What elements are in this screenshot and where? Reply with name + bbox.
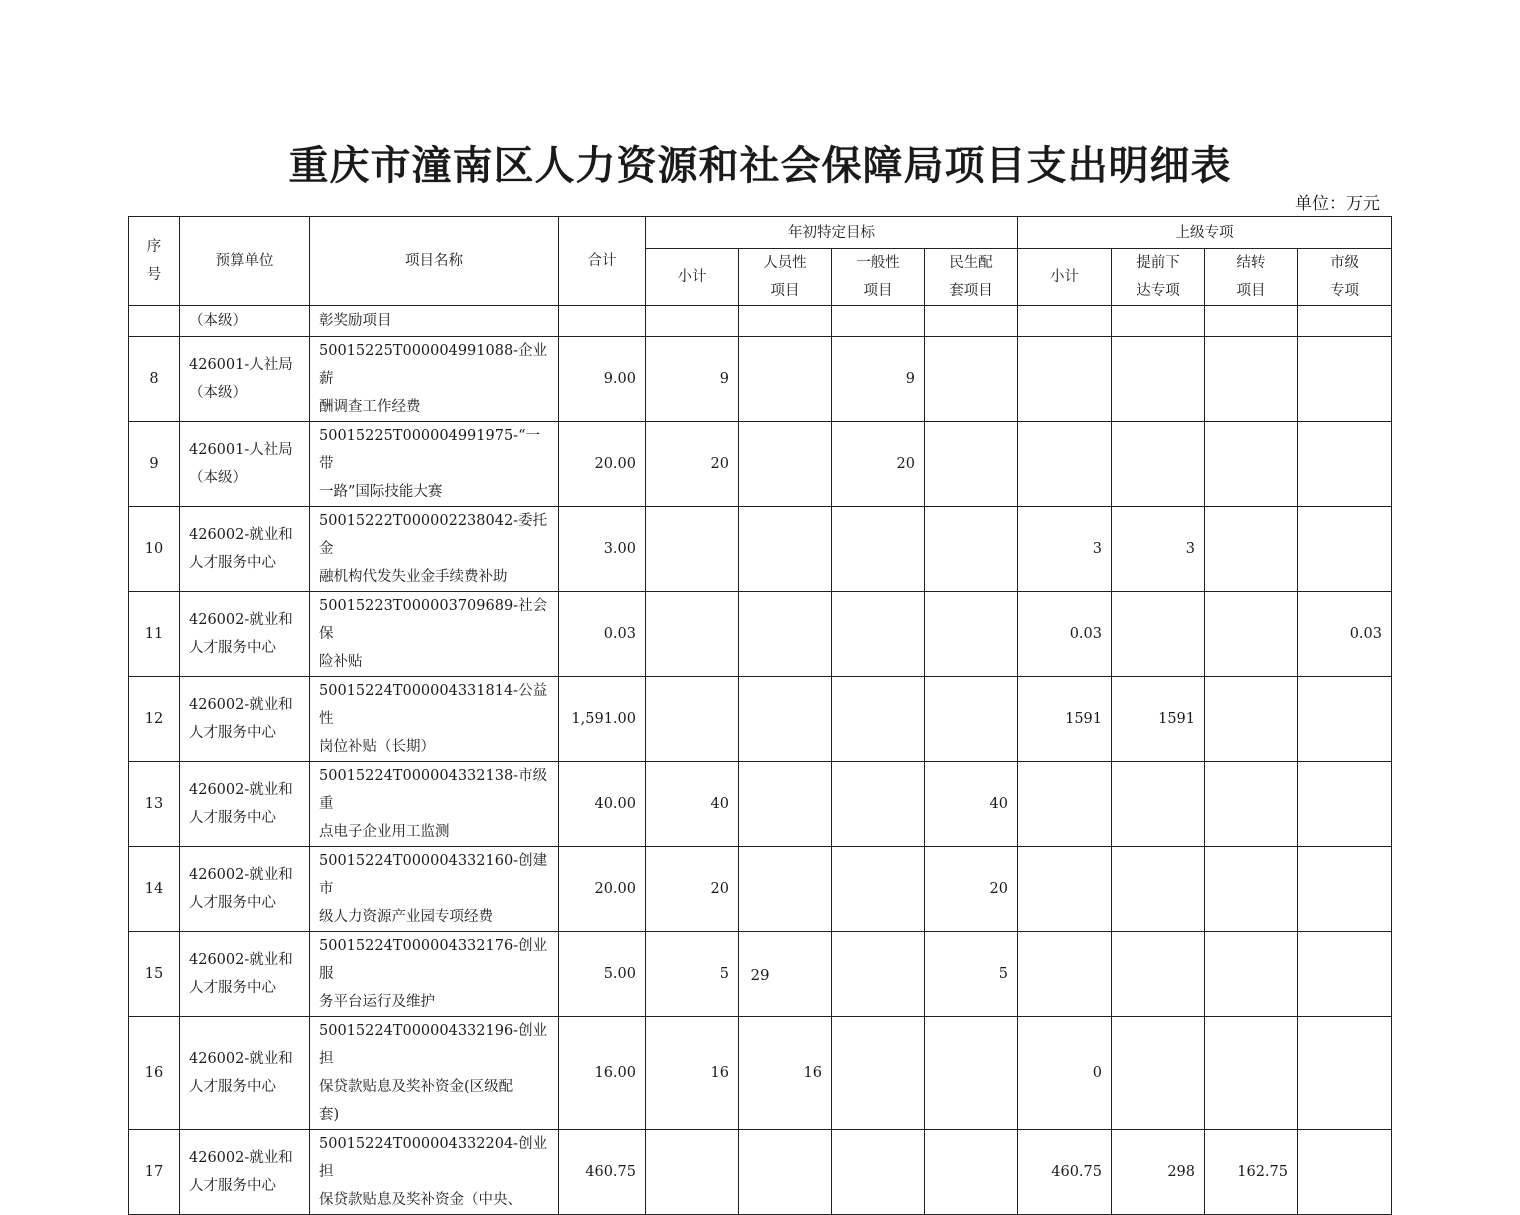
header-a-subtotal: 小计 [646, 249, 739, 306]
cell-b-subtotal [1018, 762, 1112, 847]
cell-a-personnel [739, 507, 832, 592]
cell-a-general [832, 306, 925, 337]
cell-a-general [832, 762, 925, 847]
cell-project-name [310, 1130, 559, 1215]
cell-a-subtotal [646, 677, 739, 762]
cell-project-name [310, 592, 559, 677]
cell-project-name-line: 级人力资源产业园专项经费 [319, 909, 493, 925]
cell-b-carryover: 162.75 [1205, 1130, 1298, 1215]
cell-budget-unit [180, 592, 310, 677]
cell-a-livelihood: 20 [925, 847, 1018, 932]
expenditure-table [128, 216, 1392, 1215]
cell-budget-unit-line: 426002-就业和 [189, 952, 293, 968]
cell-total [559, 306, 646, 337]
cell-budget-unit-line: 426002-就业和 [189, 697, 293, 713]
cell-budget-unit-line: 426002-就业和 [189, 527, 293, 543]
cell-project-name [310, 337, 559, 422]
cell-project-name-line: 50015225T000004991088-企业薪 [319, 343, 548, 387]
cell-budget-unit-line: 426002-就业和 [189, 612, 293, 628]
cell-budget-unit-line: 426001-人社局 [189, 357, 293, 373]
table-row [129, 422, 1392, 507]
cell-a-general [832, 592, 925, 677]
page-number: 29 [750, 966, 770, 984]
table-row [129, 1017, 1392, 1130]
cell-b-carryover [1205, 847, 1298, 932]
cell-b-advance [1112, 337, 1205, 422]
cell-b-city [1298, 847, 1392, 932]
cell-a-general [832, 847, 925, 932]
cell-seq: 8 [129, 337, 180, 422]
cell-b-carryover [1205, 422, 1298, 507]
cell-a-general [832, 1017, 925, 1130]
header-a-livelihood: 民生配 套项目 [925, 249, 1018, 306]
cell-b-subtotal: 460.75 [1018, 1130, 1112, 1215]
cell-seq: 10 [129, 507, 180, 592]
header-group-initial-target: 年初特定目标 [646, 217, 1018, 249]
cell-budget-unit [180, 337, 310, 422]
cell-b-subtotal [1018, 847, 1112, 932]
cell-project-name-line: 保贷款贴息及奖补资金(区级配 [319, 1079, 514, 1095]
cell-budget-unit-line: 人才服务中心 [189, 1079, 276, 1095]
cell-project-name-line: 保贷款贴息及奖补资金（中央、 [319, 1192, 522, 1208]
cell-budget-unit-line: （本级） [189, 470, 247, 486]
cell-project-name-line: 50015224T000004332160-创建市 [319, 853, 548, 897]
table-row [129, 677, 1392, 762]
cell-budget-unit-line: 人才服务中心 [189, 980, 276, 996]
cell-b-carryover [1205, 677, 1298, 762]
table-body [129, 306, 1392, 1215]
cell-project-name [310, 306, 559, 337]
cell-b-city: 0.03 [1298, 592, 1392, 677]
cell-budget-unit [180, 677, 310, 762]
header-b-subtotal: 小计 [1018, 249, 1112, 306]
cell-b-advance [1112, 1017, 1205, 1130]
header-b-advance: 提前下 达专项 [1112, 249, 1205, 306]
cell-b-carryover [1205, 337, 1298, 422]
cell-seq: 16 [129, 1017, 180, 1130]
table-row [129, 1130, 1392, 1215]
cell-seq: 14 [129, 847, 180, 932]
cell-b-advance [1112, 306, 1205, 337]
cell-seq: 9 [129, 422, 180, 507]
cell-a-livelihood: 40 [925, 762, 1018, 847]
cell-a-personnel [739, 847, 832, 932]
cell-b-advance [1112, 847, 1205, 932]
cell-total: 0.03 [559, 592, 646, 677]
cell-budget-unit [180, 422, 310, 507]
cell-a-subtotal [646, 1130, 739, 1215]
cell-project-name-line: 50015224T000004332204-创业担 [319, 1136, 548, 1180]
cell-b-advance: 3 [1112, 507, 1205, 592]
cell-project-name-line: 务平台运行及维护 [319, 994, 435, 1010]
cell-a-personnel [739, 422, 832, 507]
cell-a-personnel [739, 762, 832, 847]
cell-a-livelihood [925, 1017, 1018, 1130]
header-total: 合计 [559, 217, 646, 306]
cell-project-name-line: 点电子企业用工监测 [319, 824, 450, 840]
cell-b-advance: 298 [1112, 1130, 1205, 1215]
cell-project-name [310, 762, 559, 847]
cell-budget-unit [180, 507, 310, 592]
cell-b-subtotal: 3 [1018, 507, 1112, 592]
cell-a-subtotal: 20 [646, 847, 739, 932]
cell-project-name [310, 677, 559, 762]
table-row [129, 306, 1392, 337]
cell-project-name-line: 融机构代发失业金手续费补助 [319, 569, 508, 585]
cell-b-advance [1112, 762, 1205, 847]
page-title: 重庆市潼南区人力资源和社会保障局项目支出明细表 [288, 143, 1232, 189]
cell-b-advance [1112, 422, 1205, 507]
cell-budget-unit-line: 人才服务中心 [189, 1178, 276, 1194]
cell-project-name-line: 岗位补贴（长期） [319, 739, 435, 755]
cell-b-city [1298, 507, 1392, 592]
cell-project-name-line: 50015222T000002238042-委托金 [319, 513, 548, 557]
cell-total: 20.00 [559, 847, 646, 932]
cell-a-livelihood [925, 1130, 1018, 1215]
cell-b-subtotal: 0.03 [1018, 592, 1112, 677]
cell-b-advance: 1591 [1112, 677, 1205, 762]
cell-seq: 15 [129, 932, 180, 1017]
cell-a-livelihood [925, 422, 1018, 507]
cell-seq: 12 [129, 677, 180, 762]
cell-total: 40.00 [559, 762, 646, 847]
cell-b-carryover [1205, 507, 1298, 592]
cell-a-personnel [739, 1130, 832, 1215]
header-seq: 序 号 [129, 217, 180, 306]
cell-a-subtotal [646, 507, 739, 592]
cell-seq: 11 [129, 592, 180, 677]
cell-total: 16.00 [559, 1017, 646, 1130]
cell-a-subtotal: 9 [646, 337, 739, 422]
cell-project-name-line: 险补贴 [319, 654, 363, 670]
header-b-carryover: 结转 项目 [1205, 249, 1298, 306]
cell-project-name-line: 50015224T000004332176-创业服 [319, 938, 548, 982]
header-budget-unit: 预算单位 [180, 217, 310, 306]
cell-project-name-line: 一路”国际技能大赛 [319, 484, 443, 500]
cell-b-carryover [1205, 762, 1298, 847]
cell-a-subtotal [646, 592, 739, 677]
cell-b-carryover [1205, 592, 1298, 677]
cell-b-city [1298, 422, 1392, 507]
cell-total: 1,591.00 [559, 677, 646, 762]
cell-project-name-line: 套) [319, 1107, 340, 1123]
cell-a-livelihood: 5 [925, 932, 1018, 1017]
cell-b-city [1298, 1017, 1392, 1130]
cell-budget-unit [180, 306, 310, 337]
cell-a-personnel: 16 [739, 1017, 832, 1130]
cell-b-city [1298, 306, 1392, 337]
cell-budget-unit-line: （本级） [189, 385, 247, 401]
cell-budget-unit [180, 847, 310, 932]
cell-total: 5.00 [559, 932, 646, 1017]
cell-a-subtotal: 5 [646, 932, 739, 1017]
cell-b-subtotal [1018, 422, 1112, 507]
cell-budget-unit-line: 人才服务中心 [189, 725, 276, 741]
cell-a-livelihood [925, 677, 1018, 762]
cell-total: 9.00 [559, 337, 646, 422]
cell-project-name [310, 1017, 559, 1130]
cell-budget-unit [180, 1017, 310, 1130]
cell-a-general [832, 677, 925, 762]
cell-b-city [1298, 337, 1392, 422]
cell-project-name [310, 422, 559, 507]
cell-b-city [1298, 677, 1392, 762]
cell-project-name-line: 50015224T000004332196-创业担 [319, 1023, 548, 1067]
cell-a-livelihood [925, 306, 1018, 337]
cell-budget-unit [180, 762, 310, 847]
cell-a-subtotal: 16 [646, 1017, 739, 1130]
header-group-superior-special: 上级专项 [1018, 217, 1392, 249]
header-a-personnel: 人员性 项目 [739, 249, 832, 306]
table-row [129, 762, 1392, 847]
cell-b-city [1298, 1130, 1392, 1215]
table-row [129, 592, 1392, 677]
cell-budget-unit-line: 426002-就业和 [189, 1150, 293, 1166]
cell-a-livelihood [925, 507, 1018, 592]
cell-a-livelihood [925, 337, 1018, 422]
cell-b-advance [1112, 592, 1205, 677]
cell-budget-unit-line: 人才服务中心 [189, 810, 276, 826]
cell-a-personnel [739, 337, 832, 422]
cell-b-carryover [1205, 1017, 1298, 1130]
cell-budget-unit-line: （本级） [189, 313, 247, 329]
cell-budget-unit-line: 426002-就业和 [189, 1051, 293, 1067]
cell-project-name [310, 847, 559, 932]
cell-b-subtotal [1018, 337, 1112, 422]
cell-b-carryover [1205, 306, 1298, 337]
cell-project-name-line: 50015225T000004991975-“一带 [319, 428, 540, 472]
cell-a-personnel [739, 677, 832, 762]
cell-a-personnel [739, 306, 832, 337]
cell-a-subtotal: 20 [646, 422, 739, 507]
cell-a-general [832, 1130, 925, 1215]
cell-seq [129, 306, 180, 337]
cell-seq: 13 [129, 762, 180, 847]
cell-project-name [310, 507, 559, 592]
header-b-city: 市级 专项 [1298, 249, 1392, 306]
table-row [129, 847, 1392, 932]
cell-a-subtotal [646, 306, 739, 337]
cell-a-subtotal: 40 [646, 762, 739, 847]
cell-budget-unit [180, 1130, 310, 1215]
unit-label: 单位：万元 [1295, 194, 1380, 214]
cell-project-name-line: 酬调查工作经费 [319, 399, 421, 415]
cell-a-general [832, 507, 925, 592]
header-a-general: 一般性 项目 [832, 249, 925, 306]
cell-project-name-line: 彰奖励项目 [319, 313, 392, 329]
cell-a-livelihood [925, 592, 1018, 677]
table-row [129, 507, 1392, 592]
cell-b-subtotal [1018, 306, 1112, 337]
cell-budget-unit-line: 人才服务中心 [189, 895, 276, 911]
cell-total: 3.00 [559, 507, 646, 592]
cell-budget-unit-line: 426002-就业和 [189, 782, 293, 798]
cell-project-name-line: 50015223T000003709689-社会保 [319, 598, 548, 642]
cell-b-city [1298, 762, 1392, 847]
cell-budget-unit-line: 426001-人社局 [189, 442, 293, 458]
cell-total: 460.75 [559, 1130, 646, 1215]
header-project-name: 项目名称 [310, 217, 559, 306]
cell-a-personnel [739, 592, 832, 677]
cell-a-general: 20 [832, 422, 925, 507]
table-row [129, 337, 1392, 422]
cell-budget-unit-line: 426002-就业和 [189, 867, 293, 883]
cell-budget-unit-line: 人才服务中心 [189, 640, 276, 656]
cell-project-name-line: 50015224T000004332138-市级重 [319, 768, 548, 812]
cell-total: 20.00 [559, 422, 646, 507]
cell-seq: 17 [129, 1130, 180, 1215]
cell-b-subtotal: 1591 [1018, 677, 1112, 762]
cell-budget-unit-line: 人才服务中心 [189, 555, 276, 571]
cell-b-subtotal: 0 [1018, 1017, 1112, 1130]
cell-a-general: 9 [832, 337, 925, 422]
cell-project-name-line: 50015224T000004331814-公益性 [319, 683, 548, 727]
